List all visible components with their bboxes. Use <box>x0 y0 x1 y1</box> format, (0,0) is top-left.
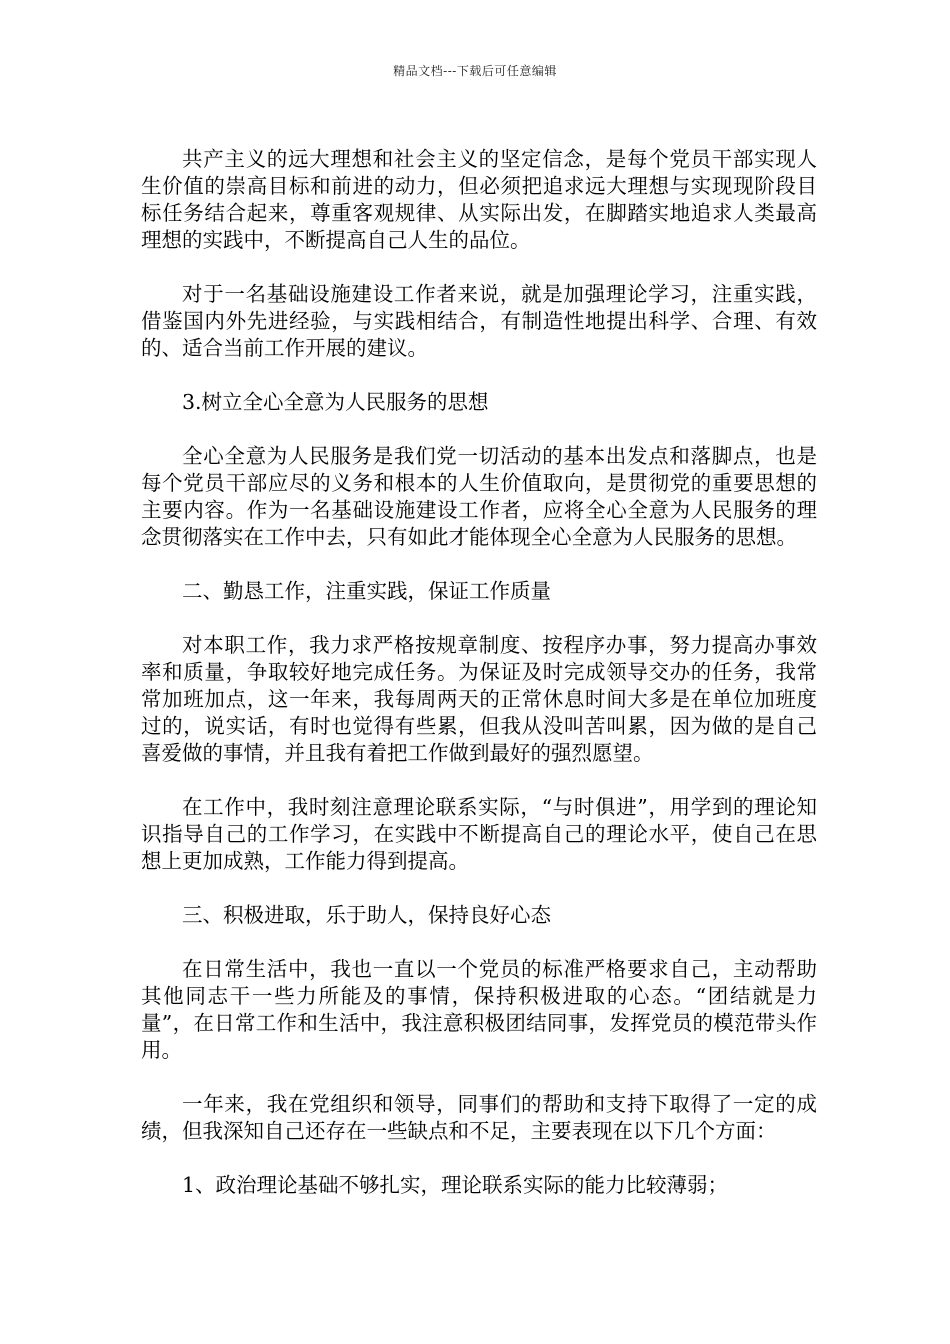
list-item-shortcoming-1: 1、政治理论基础不够扎实，理论联系实际的能力比较薄弱； <box>182 1173 729 1197</box>
section-heading-serve-people: 3.树立全心全意为人民服务的思想 <box>182 390 489 414</box>
page-header: 精品文档---下载后可任意编辑 <box>393 64 557 78</box>
section-heading-diligent-work: 二、勤恳工作，注重实践，保证工作质量 <box>182 579 551 603</box>
document-body <box>141 146 817 1226</box>
paragraph-ideals: 共产主义的远大理想和社会主义的坚定信念，是每个党员干部实现人生价值的崇高目标和前进的动力，但必须把追求远大理想与实现现阶段目标任务结合起来，尊重客观规律、从实际出发，在脚踏实地追求人类最高理想的实践中，不断提高自己人生的品位。 <box>141 147 817 252</box>
section-heading-positive-attitude: 三、积极进取，乐于助人，保持良好心态 <box>182 903 551 927</box>
paragraph-theory-practice: 在工作中，我时刻注意理论联系实际，“与时俱进”，用学到的理论知识指导自己的工作学习，在实践中不断提高自己的理论水平，使自己在思想上更加成熟，工作能力得到提高。 <box>141 795 817 873</box>
paragraph-infrastructure-worker: 对于一名基础设施建设工作者来说，就是加强理论学习，注重实践，借鉴国内外先进经验，与实践相结合，有制造性地提出科学、合理、有效的、适合当前工作开展的建议。 <box>141 282 817 360</box>
paragraph-shortcomings-intro: 一年来，我在党组织和领导，同事们的帮助和支持下取得了一定的成绩，但我深知自己还存在一些缺点和不足，主要表现在以下几个方面： <box>141 1092 817 1143</box>
paragraph-daily-life: 在日常生活中，我也一直以一个党员的标准严格要求自己，主动帮助其他同志干一些力所能及的事情，保持积极进取的心态。“团结就是力量”，在日常工作和生活中，我注意积极团结同事，发挥党员的模范带头作用。 <box>141 957 817 1062</box>
paragraph-diligent-work: 对本职工作，我力求严格按规章制度、按程序办事，努力提高办事效率和质量，争取较好地完成任务。为保证及时完成领导交办的任务，我常常加班加点，这一年来，我每周两天的正常休息时间大多是在单位加班度过的，说实话，有时也觉得有些累，但我从没叫苦叫累，因为做的是自己喜爱做的事情，并且我有着把工作做到最好的强烈愿望。 <box>141 633 817 765</box>
paragraph-serve-people: 全心全意为人民服务是我们党一切活动的基本出发点和落脚点，也是每个党员干部应尽的义务和根本的人生价值取向，是贯彻党的重要思想的主要内容。作为一名基础设施建设工作者，应将全心全意为人民服务的理念贯彻落实在工作中去，只有如此才能体现全心全意为人民服务的思想。 <box>141 444 817 549</box>
